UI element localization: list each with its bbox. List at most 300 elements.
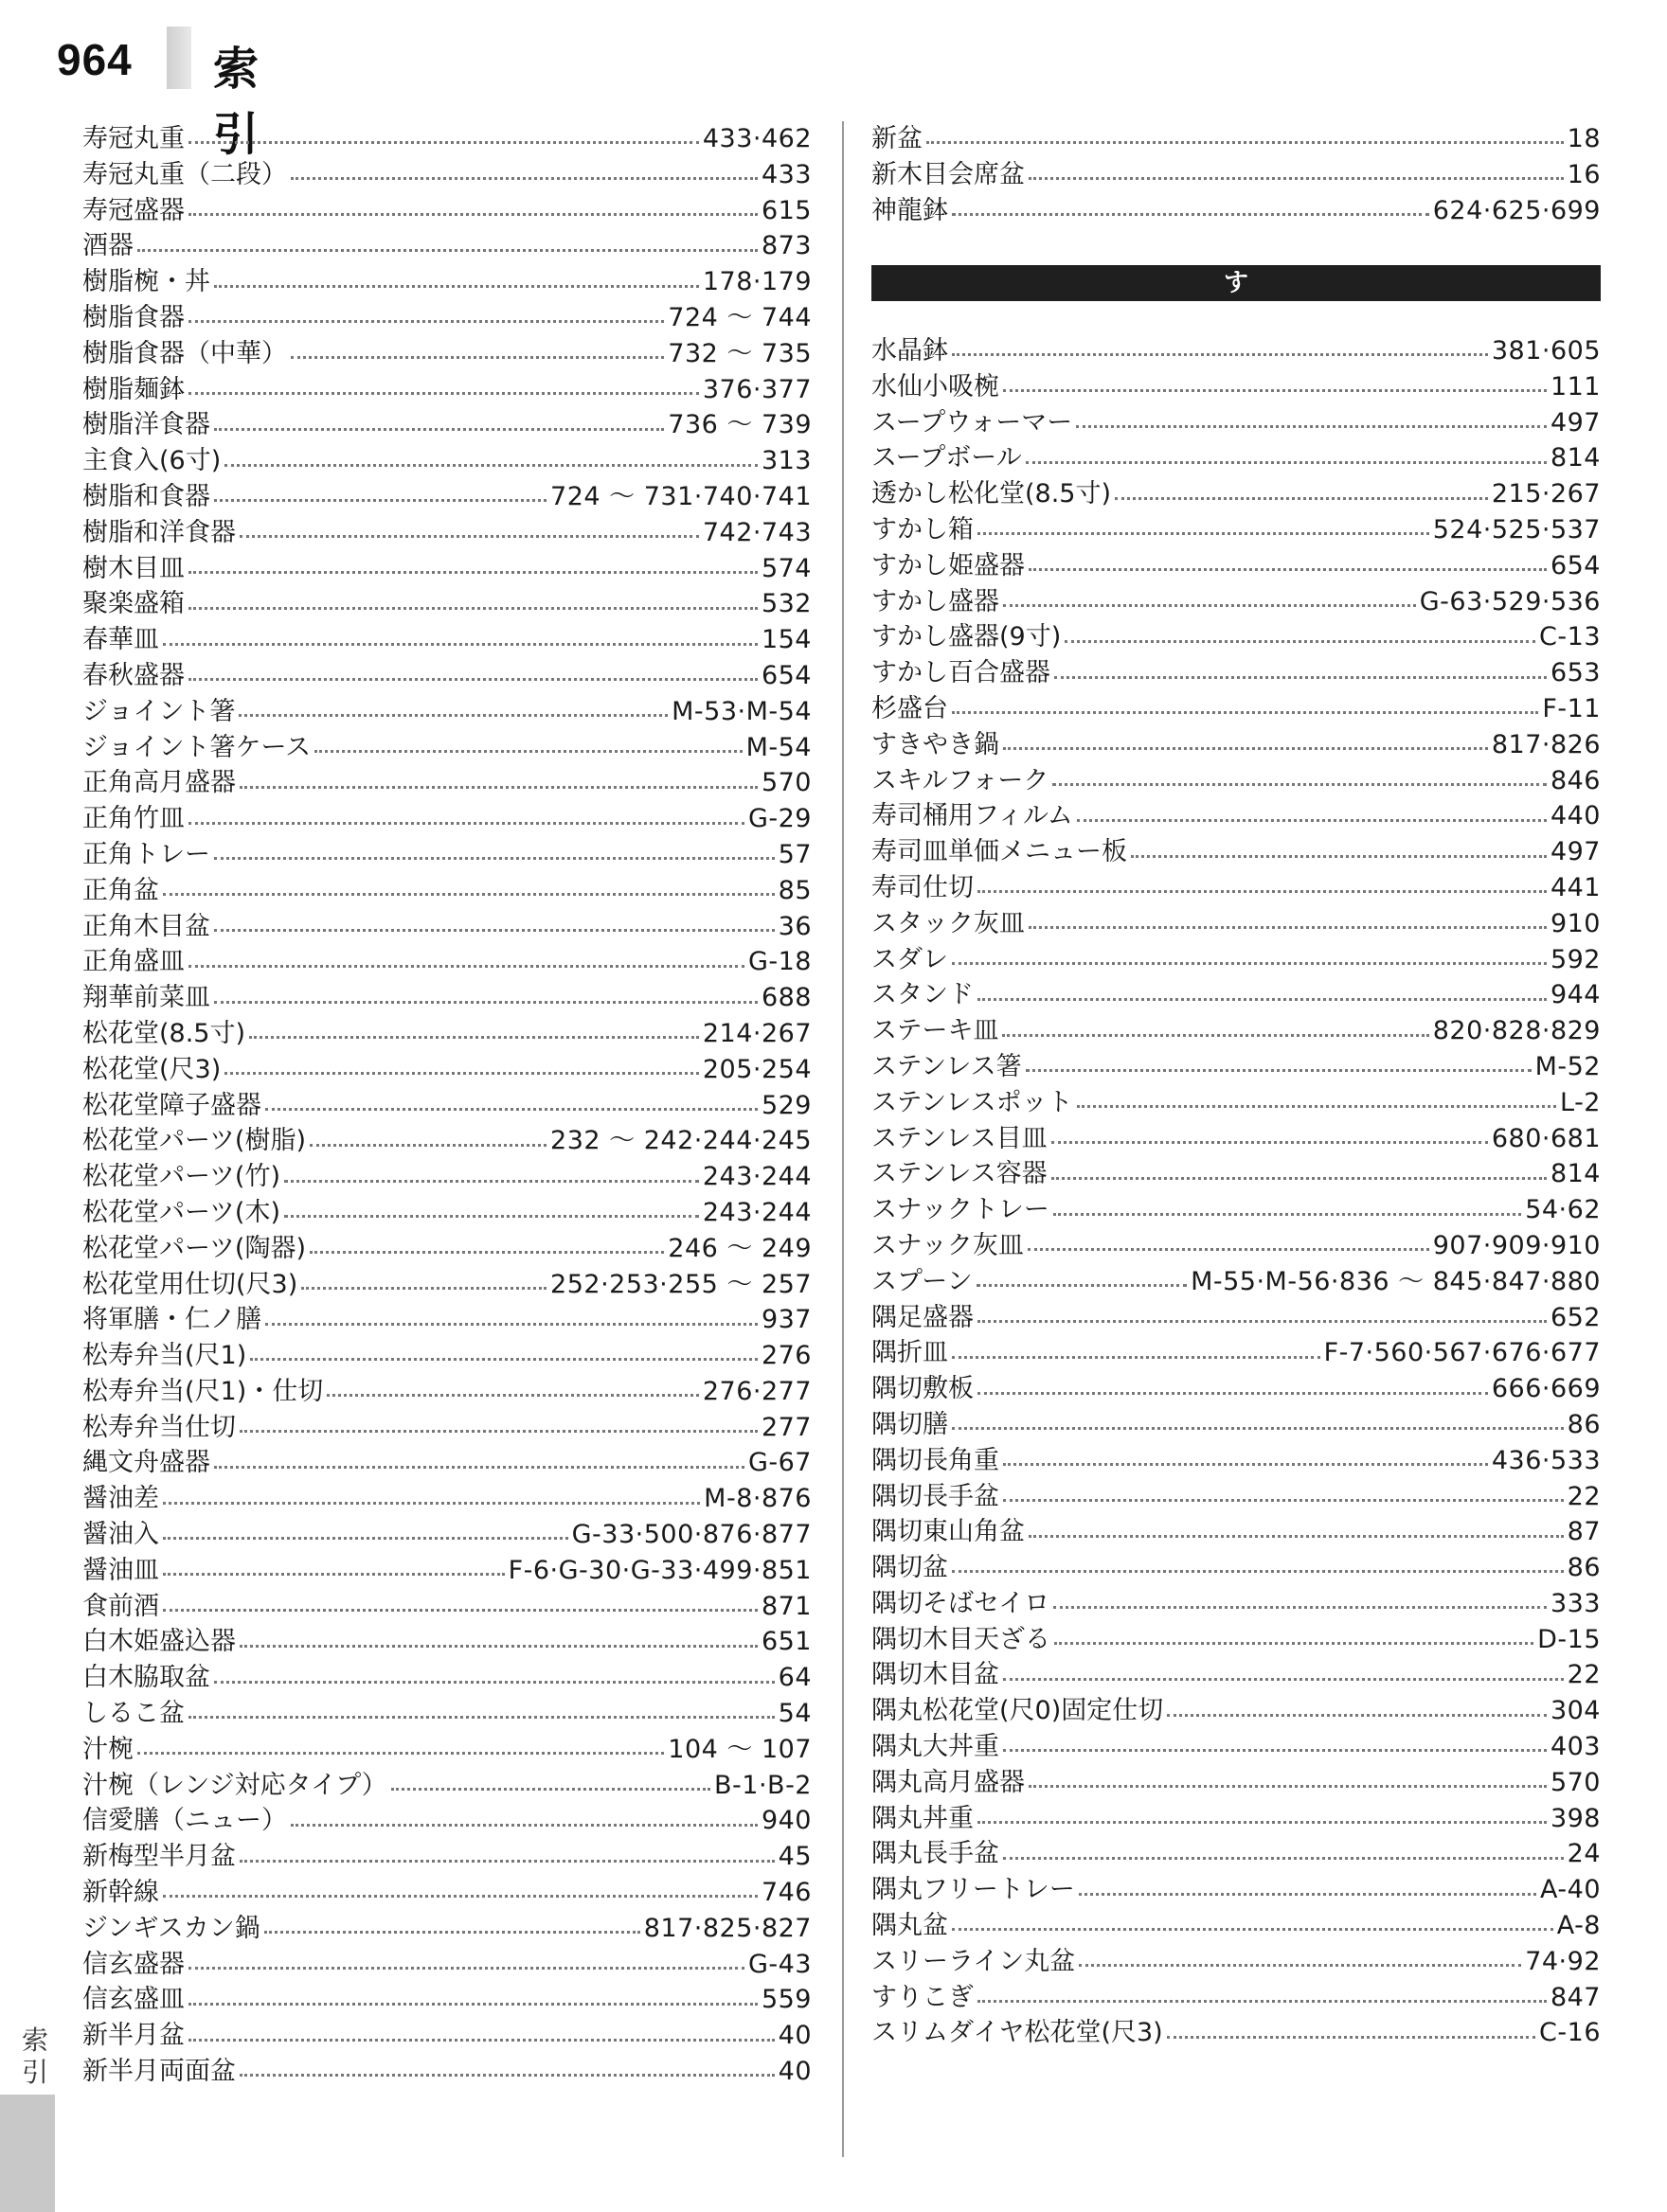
- entry-name: 隅丸長手盆: [871, 1839, 999, 1869]
- dot-leader: [163, 893, 775, 896]
- dot-leader: [1003, 1463, 1488, 1466]
- index-entry: [871, 1836, 1601, 1872]
- entry-name: すかし盛器: [871, 586, 999, 616]
- index-entry: [871, 1264, 1601, 1300]
- index-entry: [82, 1553, 812, 1589]
- index-entry: [82, 944, 812, 980]
- entry-name: 将軍膳・仁ノ膳: [82, 1305, 261, 1335]
- dot-leader: [977, 532, 1429, 535]
- side-tab-label: 索引: [21, 2025, 48, 2088]
- index-entry: [871, 1908, 1601, 1944]
- entry-pages: 873: [761, 231, 812, 261]
- entry-name: スナックトレー: [871, 1195, 1049, 1225]
- entry-name: 白木脇取盆: [82, 1663, 210, 1693]
- dot-leader: [1054, 1642, 1533, 1645]
- index-column-right-top: [871, 121, 1601, 228]
- entry-pages: M-55·M-56·836 ～ 845·847·880: [1191, 1266, 1601, 1296]
- entry-pages: 742·743: [702, 517, 812, 547]
- entry-pages: 74·92: [1525, 1946, 1601, 1976]
- entry-pages: 570: [1550, 1767, 1601, 1797]
- entry-pages: 304: [1550, 1696, 1601, 1726]
- entry-pages: 574: [761, 553, 812, 583]
- entry-pages: 403: [1550, 1732, 1601, 1762]
- entry-name: 松花堂(尺3): [82, 1054, 222, 1084]
- index-entry: [82, 1947, 812, 1983]
- entry-pages: 333: [1550, 1588, 1601, 1618]
- entry-name: 正角竹皿: [82, 804, 185, 834]
- dot-leader: [1131, 855, 1547, 858]
- entry-name: 縄文舟盛器: [82, 1448, 210, 1478]
- entry-name: 寿司仕切: [871, 872, 974, 902]
- entry-pages: 746: [761, 1878, 812, 1908]
- entry-name: 隅丸フリートレー: [871, 1875, 1075, 1905]
- entry-pages: M-8·876: [704, 1484, 812, 1514]
- index-entry: [82, 873, 812, 909]
- entry-name: 翔華前菜皿: [82, 983, 210, 1013]
- entry-name: 春華皿: [82, 625, 159, 655]
- entry-name: 松花堂障子盛器: [82, 1090, 261, 1120]
- dot-leader: [1077, 819, 1547, 822]
- index-entry: [871, 1693, 1601, 1729]
- entry-pages: 276·277: [702, 1376, 812, 1406]
- index-entry: [871, 1944, 1601, 1980]
- dot-leader: [1029, 1535, 1564, 1538]
- index-entry: [82, 336, 812, 372]
- dot-leader: [1053, 1213, 1521, 1216]
- index-entry: [82, 228, 812, 264]
- entry-pages: G-63·529·536: [1419, 586, 1601, 616]
- index-entry: [871, 193, 1601, 229]
- dot-leader: [1065, 640, 1535, 643]
- entry-pages: 441: [1550, 872, 1601, 902]
- entry-name: 透かし松化堂(8.5寸): [871, 479, 1112, 509]
- index-column-left: [82, 121, 812, 2090]
- dot-leader: [310, 1251, 664, 1254]
- entry-name: 樹脂和食器: [82, 481, 210, 511]
- index-entry: [871, 548, 1601, 584]
- entry-pages: 559: [761, 1985, 812, 2015]
- dot-leader: [240, 535, 699, 538]
- dot-leader: [977, 890, 1547, 893]
- entry-name: 寿冠丸重: [82, 124, 185, 153]
- entry-pages: 440: [1550, 801, 1601, 831]
- entry-name: 松花堂パーツ(竹): [82, 1162, 280, 1192]
- index-entry: [871, 763, 1601, 799]
- index-entry: [82, 1732, 812, 1768]
- dot-leader: [224, 464, 758, 467]
- entry-pages: 276: [761, 1341, 812, 1371]
- index-entry: [871, 1228, 1601, 1264]
- entry-pages: 653: [1550, 658, 1601, 688]
- entry-name: 隅丸高月盛器: [871, 1767, 1025, 1797]
- entry-pages: 22: [1567, 1481, 1601, 1511]
- dot-leader: [188, 392, 699, 395]
- index-entry: [871, 1443, 1601, 1479]
- entry-pages: 45: [778, 1842, 812, 1872]
- index-entry: [871, 942, 1601, 978]
- index-entry: [871, 1622, 1601, 1658]
- entry-pages: 54: [778, 1699, 812, 1729]
- entry-name: 松花堂パーツ(陶器): [82, 1233, 306, 1263]
- dot-leader: [1026, 1069, 1532, 1072]
- entry-name: 寿冠盛器: [82, 195, 185, 225]
- index-entry: [82, 1768, 812, 1804]
- entry-name: 隅切長手盆: [871, 1481, 999, 1511]
- dot-leader: [1028, 1248, 1429, 1251]
- entry-name: 信玄盛器: [82, 1949, 185, 1979]
- entry-name: 新半月盆: [82, 2021, 185, 2051]
- index-entry: [82, 1088, 812, 1124]
- dot-leader: [214, 1681, 775, 1684]
- dot-leader: [952, 711, 1538, 714]
- dot-leader: [1076, 425, 1547, 428]
- index-entry: [871, 369, 1601, 405]
- index-entry: [82, 1517, 812, 1553]
- entry-pages: 313: [761, 446, 812, 476]
- entry-pages: G-33·500·876·877: [571, 1520, 812, 1550]
- dot-leader: [977, 1392, 1488, 1395]
- entry-pages: 18: [1567, 124, 1601, 153]
- dot-leader: [1003, 1678, 1564, 1681]
- entry-name: 水晶鉢: [871, 336, 948, 366]
- entry-name: 樹脂麺鉢: [82, 374, 185, 404]
- dot-leader: [214, 1001, 758, 1004]
- entry-pages: 497: [1550, 407, 1601, 437]
- dot-leader: [310, 1144, 547, 1147]
- index-entry: [82, 1660, 812, 1696]
- entry-name: 樹脂椀・丼: [82, 267, 210, 297]
- index-entry: [82, 121, 812, 157]
- entry-pages: M-53·M-54: [672, 696, 812, 726]
- entry-pages: 243·244: [702, 1197, 812, 1227]
- index-entry: [82, 1302, 812, 1338]
- entry-name: 信玄盛皿: [82, 1985, 185, 2015]
- entry-name: スナック灰皿: [871, 1230, 1024, 1260]
- entry-pages: F-11: [1542, 693, 1601, 723]
- entry-name: 松寿弁当仕切: [82, 1412, 236, 1442]
- header-divider-bar: [167, 27, 191, 89]
- entry-name: 樹脂洋食器: [82, 410, 210, 440]
- dot-leader: [214, 857, 775, 860]
- entry-name: 水仙小吸椀: [871, 371, 999, 401]
- dot-leader: [977, 1320, 1547, 1323]
- index-entry: [82, 622, 812, 658]
- index-entry: [82, 2018, 812, 2054]
- dot-leader: [1053, 1606, 1547, 1609]
- dot-leader: [188, 965, 744, 968]
- entry-name: 春秋盛器: [82, 660, 185, 690]
- index-entry: [871, 834, 1601, 870]
- index-entry: [82, 1982, 812, 2018]
- entry-pages: 615: [761, 195, 812, 225]
- index-entry: [82, 300, 812, 336]
- dot-leader: [1029, 1785, 1547, 1788]
- entry-name: 正角木目盆: [82, 911, 210, 941]
- entry-name: スリーライン丸盆: [871, 1946, 1076, 1976]
- entry-pages: A-40: [1540, 1875, 1601, 1905]
- dot-leader: [1167, 1714, 1547, 1717]
- entry-name: 隅丸丼重: [871, 1803, 974, 1833]
- index-entry: [871, 1407, 1601, 1443]
- index-entry: [871, 655, 1601, 691]
- dot-leader: [163, 1502, 700, 1505]
- entry-pages: 215·267: [1491, 479, 1601, 509]
- dot-leader: [977, 1821, 1547, 1824]
- dot-leader: [1029, 177, 1564, 180]
- entry-pages: 64: [778, 1663, 812, 1693]
- entry-name: 信愛膳（ニュー）: [82, 1806, 287, 1836]
- index-entry: [871, 798, 1601, 834]
- index-entry: [82, 837, 812, 873]
- dot-leader: [224, 1072, 699, 1075]
- entry-pages: 532: [761, 589, 812, 619]
- kana-section-header: す: [871, 265, 1601, 301]
- index-entry: [82, 264, 812, 300]
- index-entry: [82, 443, 812, 479]
- dot-leader: [1054, 676, 1547, 679]
- index-entry: [871, 1013, 1601, 1049]
- dot-leader: [214, 929, 775, 932]
- dot-leader: [188, 320, 664, 323]
- entry-name: 隅切東山角盆: [871, 1517, 1025, 1547]
- entry-pages: G-43: [747, 1949, 812, 1979]
- entry-name: ステンレスポット: [871, 1087, 1073, 1117]
- dot-leader: [240, 2074, 775, 2077]
- dot-leader: [327, 1394, 699, 1397]
- dot-leader: [291, 356, 664, 359]
- index-entry: [871, 1049, 1601, 1085]
- dot-leader: [163, 1609, 758, 1612]
- entry-pages: 847: [1550, 1982, 1601, 2012]
- index-entry: [82, 515, 812, 551]
- entry-name: 樹木目皿: [82, 553, 185, 583]
- index-entry: [871, 1729, 1601, 1765]
- index-entry: [82, 1338, 812, 1374]
- entry-name: 隅丸松花堂(尺0)固定仕切: [871, 1696, 1164, 1726]
- entry-name: 醤油入: [82, 1520, 159, 1550]
- entry-pages: 433·462: [702, 124, 812, 153]
- entry-name: 松花堂(8.5寸): [82, 1018, 246, 1048]
- index-entry: [871, 440, 1601, 476]
- entry-pages: 817·825·827: [643, 1913, 812, 1943]
- entry-name: 樹脂和洋食器: [82, 517, 236, 547]
- dot-leader: [291, 177, 758, 180]
- entry-pages: D-15: [1537, 1624, 1601, 1654]
- entry-pages: 376·377: [702, 374, 812, 404]
- dot-leader: [163, 1537, 568, 1540]
- index-entry: [871, 619, 1601, 655]
- entry-pages: 85: [778, 875, 812, 905]
- dot-leader: [188, 1967, 744, 1970]
- entry-name: ステンレス容器: [871, 1159, 1048, 1189]
- entry-name: スプーン: [871, 1266, 973, 1296]
- index-entry: [871, 1192, 1601, 1228]
- entry-pages: 907·909·910: [1432, 1230, 1601, 1260]
- index-entry: [82, 1231, 812, 1267]
- entry-name: すかし姫盛器: [871, 550, 1025, 580]
- index-entry: [82, 407, 812, 443]
- entry-pages: 871: [761, 1591, 812, 1621]
- entry-pages: 205·254: [702, 1054, 812, 1084]
- dot-leader: [952, 962, 1547, 965]
- entry-pages: 36: [778, 911, 812, 941]
- index-entry: [82, 1195, 812, 1231]
- entry-name: すきやき鍋: [871, 729, 999, 759]
- index-entry: [82, 1624, 812, 1660]
- entry-name: 松寿弁当(尺1)・仕切: [82, 1376, 324, 1406]
- entry-pages: 736 ～ 739: [668, 410, 812, 440]
- dot-leader: [137, 1752, 664, 1755]
- entry-pages: 178·179: [702, 267, 812, 297]
- index-entry: [82, 1911, 812, 1947]
- entry-name: しるこ盆: [82, 1699, 185, 1729]
- dot-leader: [1003, 389, 1547, 392]
- dot-leader: [1079, 1893, 1536, 1896]
- index-entry: [82, 1016, 812, 1052]
- entry-pages: 937: [761, 1305, 812, 1335]
- index-entry: [871, 1371, 1601, 1407]
- entry-name: 新梅型半月盆: [82, 1842, 236, 1872]
- entry-name: 酒器: [82, 231, 134, 261]
- dot-leader: [1003, 747, 1488, 750]
- index-entry: [871, 1335, 1601, 1371]
- entry-pages: 910: [1550, 908, 1601, 938]
- entry-name: 寿冠丸重（二段）: [82, 159, 287, 189]
- entry-name: 隅切長角重: [871, 1445, 999, 1475]
- entry-pages: 24: [1567, 1839, 1601, 1869]
- index-entry: [82, 193, 812, 229]
- index-entry: [82, 694, 812, 730]
- column-divider: [842, 121, 844, 2157]
- entry-pages: 40: [778, 2057, 812, 2087]
- index-entry: [871, 691, 1601, 727]
- entry-name: 隅切木目天ざる: [871, 1624, 1050, 1654]
- entry-name: スタンド: [871, 980, 974, 1010]
- dot-leader: [1167, 2036, 1535, 2039]
- entry-name: 松花堂パーツ(樹脂): [82, 1126, 306, 1156]
- entry-name: 白木姫盛込器: [82, 1627, 236, 1657]
- dot-leader: [188, 607, 758, 610]
- index-entry: [871, 1085, 1601, 1121]
- entry-pages: 652: [1550, 1302, 1601, 1332]
- dot-leader: [1026, 461, 1547, 464]
- entry-pages: G-29: [747, 804, 812, 834]
- entry-pages: M-54: [745, 732, 812, 762]
- index-entry: [82, 1589, 812, 1625]
- entry-pages: 16: [1567, 159, 1601, 189]
- dot-leader: [214, 285, 699, 288]
- index-entry: [82, 909, 812, 945]
- dot-leader: [240, 1645, 758, 1648]
- dot-leader: [188, 678, 758, 681]
- index-entry: [82, 157, 812, 193]
- entry-pages: 846: [1550, 765, 1601, 795]
- entry-pages: 688: [761, 983, 812, 1013]
- entry-name: 正角高月盛器: [82, 768, 236, 798]
- dot-leader: [291, 1824, 758, 1827]
- dot-leader: [188, 141, 699, 144]
- entry-pages: 666·669: [1491, 1374, 1601, 1404]
- dot-leader: [952, 1570, 1564, 1573]
- dot-leader: [952, 353, 1488, 356]
- dot-leader: [977, 1284, 1187, 1287]
- dot-leader: [188, 1716, 775, 1719]
- entry-name: 杉盛台: [871, 693, 948, 723]
- dot-leader: [1077, 1105, 1556, 1108]
- dot-leader: [1002, 1034, 1428, 1037]
- entry-name: スタック灰皿: [871, 908, 1025, 938]
- entry-name: 汁椀: [82, 1734, 134, 1764]
- page-title: 索引: [213, 43, 260, 161]
- dot-leader: [188, 2003, 758, 2006]
- index-entry: [871, 1121, 1601, 1157]
- entry-pages: 54·62: [1525, 1195, 1601, 1225]
- dot-leader: [1003, 1857, 1564, 1860]
- dot-leader: [214, 499, 547, 502]
- index-entry: [82, 1481, 812, 1517]
- entry-name: 食前酒: [82, 1591, 159, 1621]
- entry-pages: 654: [761, 660, 812, 690]
- index-entry: [82, 1159, 812, 1195]
- dot-leader: [163, 1573, 505, 1576]
- entry-pages: 433: [761, 159, 812, 189]
- entry-pages: C-13: [1539, 622, 1601, 652]
- entry-name: 松寿弁当(尺1): [82, 1341, 247, 1371]
- index-entry: [871, 1550, 1601, 1586]
- index-entry: [871, 2015, 1601, 2051]
- entry-name: ステンレス目皿: [871, 1123, 1048, 1153]
- entry-name: 隅切そばセイロ: [871, 1588, 1050, 1618]
- index-entry: [871, 1801, 1601, 1837]
- entry-name: 醤油差: [82, 1484, 159, 1514]
- entry-name: スリムダイヤ松花堂(尺3): [871, 2018, 1163, 2048]
- index-entry: [871, 977, 1601, 1013]
- entry-name: ジンギスカン鍋: [82, 1913, 260, 1943]
- entry-name: 正角盆: [82, 875, 159, 905]
- entry-name: 主食入(6寸): [82, 446, 222, 476]
- entry-pages: 820·828·829: [1432, 1016, 1601, 1046]
- index-entry: [82, 730, 812, 766]
- entry-pages: 814: [1550, 443, 1601, 473]
- index-entry: [871, 727, 1601, 763]
- index-entry: [82, 801, 812, 837]
- dot-leader: [265, 1323, 758, 1326]
- entry-name: 隅丸大丼重: [871, 1732, 999, 1762]
- index-column-right-su: [871, 333, 1601, 2051]
- dot-leader: [188, 571, 758, 574]
- entry-pages: 524·525·537: [1432, 514, 1601, 544]
- entry-pages: 22: [1567, 1660, 1601, 1690]
- entry-name: すかし盛器(9寸): [871, 622, 1062, 652]
- dot-leader: [240, 786, 758, 789]
- entry-name: 松花堂パーツ(木): [82, 1197, 280, 1227]
- entry-pages: 940: [761, 1806, 812, 1836]
- index-entry: [82, 551, 812, 587]
- page-number: 964: [57, 35, 133, 84]
- index-entry: [871, 1300, 1601, 1336]
- entry-pages: 570: [761, 768, 812, 798]
- index-entry: [82, 372, 812, 408]
- dot-leader: [188, 2039, 775, 2042]
- dot-leader: [1003, 1749, 1547, 1752]
- dot-leader: [265, 1108, 758, 1111]
- entry-pages: 252·253·255 ～ 257: [550, 1269, 812, 1299]
- index-entry: [871, 1657, 1601, 1693]
- entry-pages: 381·605: [1491, 336, 1601, 366]
- index-entry: [871, 584, 1601, 620]
- dot-leader: [163, 643, 758, 646]
- dot-leader: [977, 2000, 1547, 2003]
